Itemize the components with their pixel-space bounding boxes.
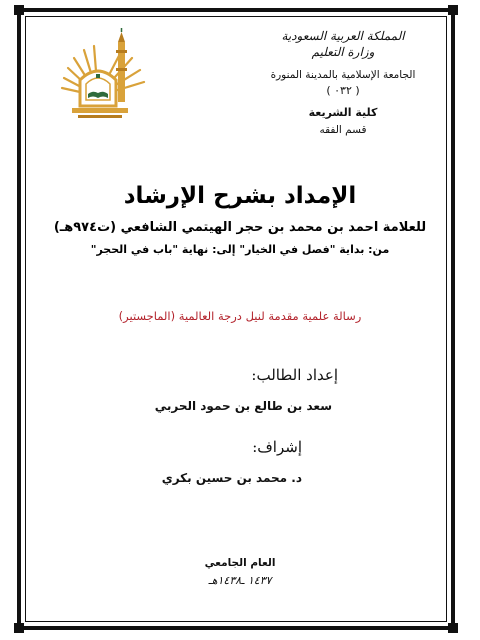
emblem-base (78, 115, 122, 118)
thesis-description: رسالة علمية مقدمة لنيل درجة العالمية (الماجستير) (118, 309, 362, 323)
border-corner-ornament (448, 623, 458, 633)
department-name: قسم الفقه (319, 124, 367, 136)
college-name: كلية الشريعة (308, 106, 378, 119)
university-name: الجامعة الإسلامية بالمدينة المنورة (270, 69, 416, 81)
student-name: سعد بن طالع بن حمود الحربي (154, 399, 332, 413)
document-title: الإمداد بشرح الإرشاد (123, 183, 357, 209)
supervisor-label: إشراف: (252, 438, 302, 456)
ministry-name: وزارة التعليم (311, 45, 375, 59)
border-corner-ornament (14, 5, 24, 15)
emblem-base (72, 108, 128, 113)
emblem-arch (80, 71, 116, 106)
kingdom-name: المملكة العربية السعودية (281, 29, 405, 43)
supervisor-name: د. محمد بن حسين بكري (161, 471, 302, 485)
university-emblem-icon (58, 28, 150, 124)
book-author: للعلامة احمد بن محمد بن حجر الهيتمي الشافعي (ت٩٧٤هـ) (53, 220, 427, 235)
study-range: من: بداية "فصل في الخيار" إلى: نهاية "باب في الحجر" (90, 243, 390, 256)
academic-year (40, 554, 440, 590)
university-code: ( ٠٣٢ ) (326, 84, 360, 97)
border-corner-ornament (448, 5, 458, 15)
preparer-label: إعداد الطالب: (251, 366, 338, 384)
academic-year-value: ١٤٣٧ ـ١٤٣٨هـ (208, 574, 272, 587)
title-block (40, 180, 440, 260)
border-corner-ornament (14, 623, 24, 633)
institution-header (248, 28, 438, 138)
academic-year-label: العام الجامعي (204, 557, 276, 569)
